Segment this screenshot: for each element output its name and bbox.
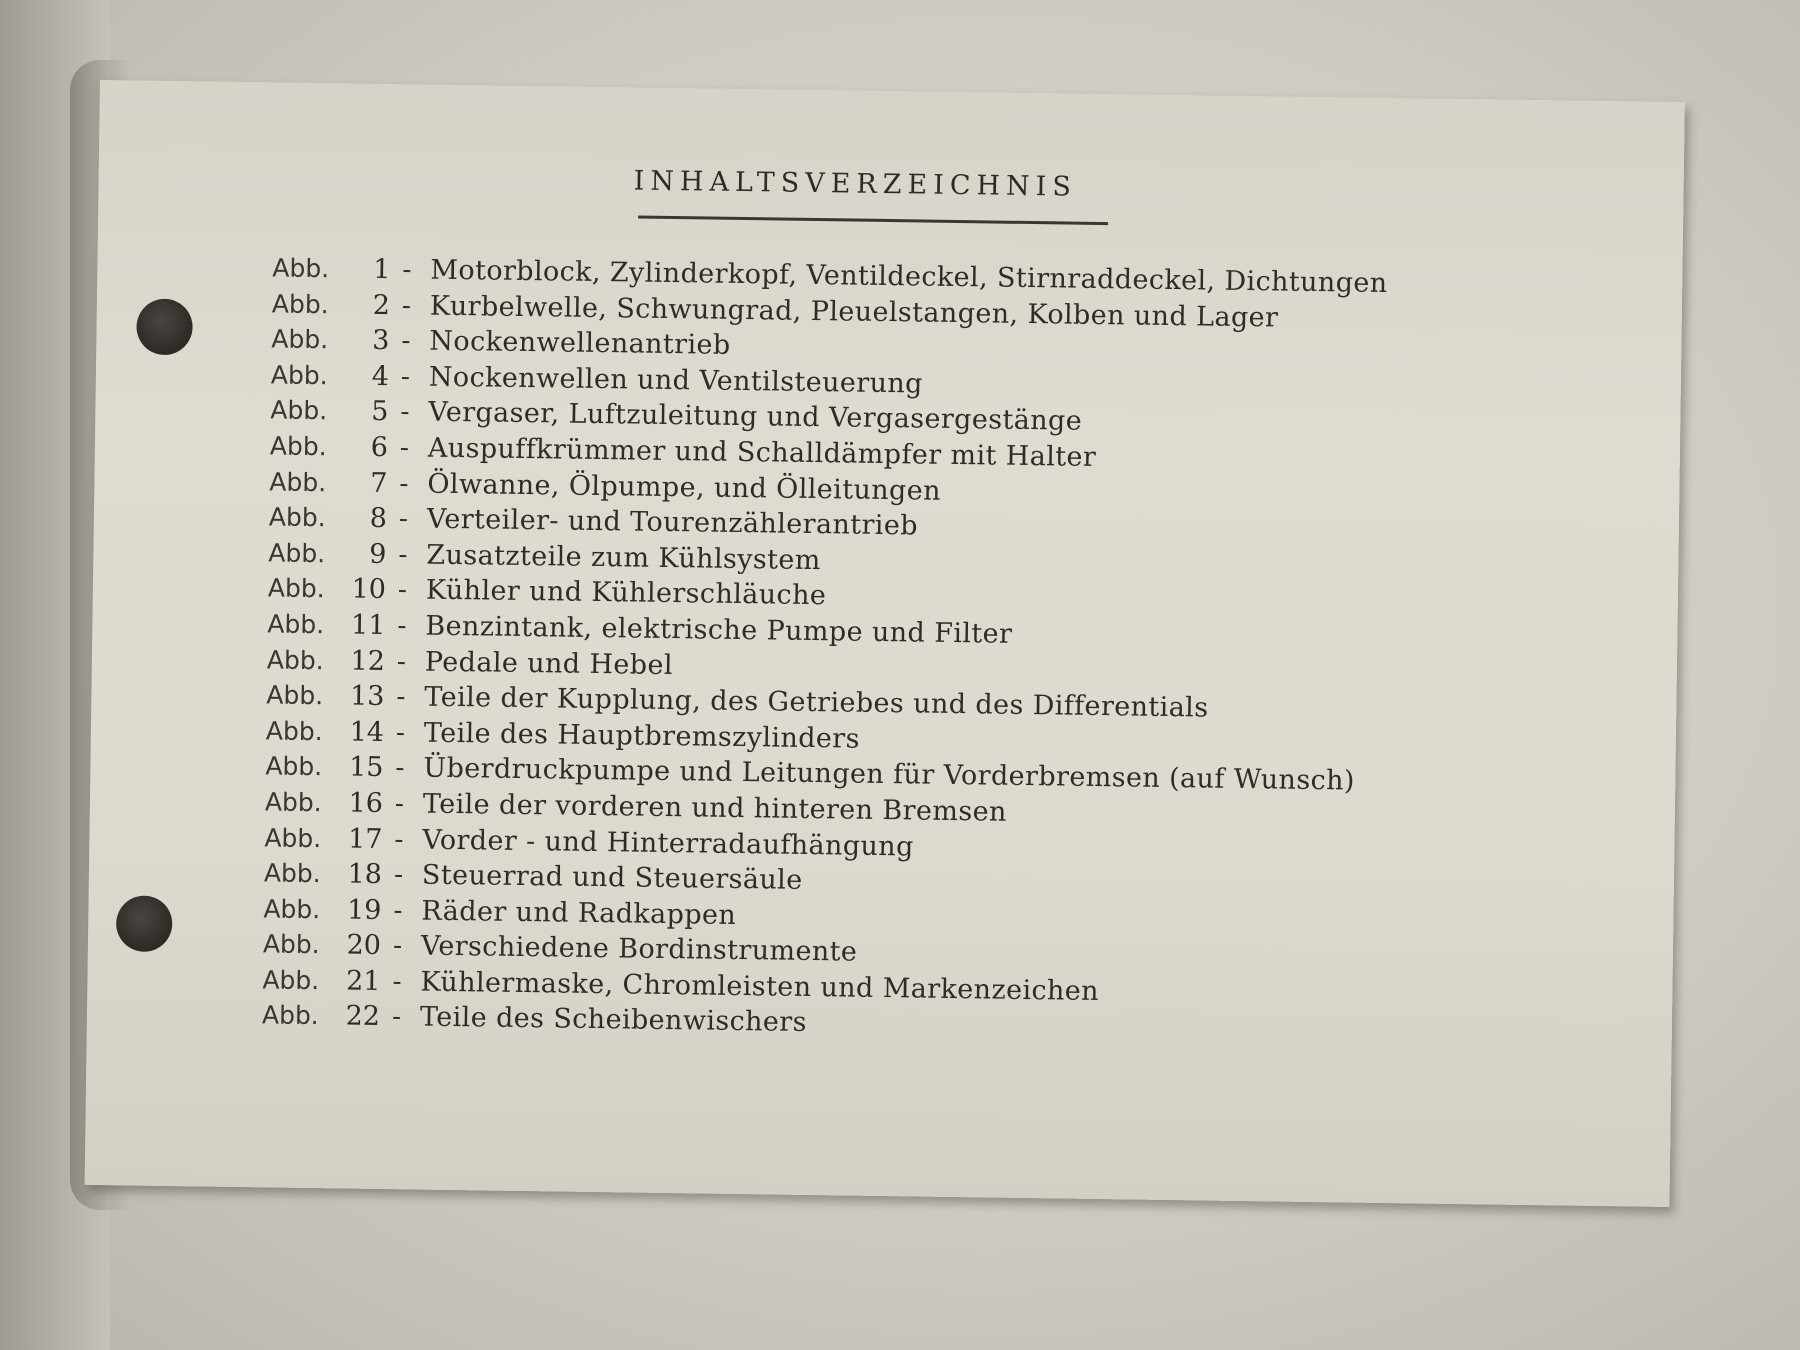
- entry-separator: -: [394, 788, 405, 820]
- entry-separator: -: [391, 1001, 402, 1033]
- entry-title: Teile der Kupplung, des Getriebes und des Differentials: [424, 681, 1209, 724]
- entry-title: Pedale und Hebel: [424, 646, 674, 681]
- entry-separator: -: [395, 752, 405, 784]
- figure-prefix: Abb.: [271, 289, 329, 319]
- figure-number: 4: [371, 360, 390, 392]
- figure-number: 2: [372, 289, 391, 321]
- figure-prefix: Abb.: [267, 609, 325, 640]
- figure-prefix: Abb.: [269, 431, 327, 462]
- punch-hole-icon: [116, 895, 173, 952]
- entry-separator: -: [392, 930, 403, 962]
- figure-number: 8: [369, 502, 388, 535]
- figure-prefix: Abb.: [264, 822, 322, 853]
- figure-prefix: Abb.: [268, 502, 326, 533]
- figure-number: 20: [346, 929, 382, 962]
- figure-prefix: Abb.: [270, 360, 328, 390]
- figure-number: 18: [347, 858, 383, 891]
- entry-separator: -: [396, 645, 407, 677]
- entry-title: Teile des Hauptbremszylinders: [423, 717, 861, 755]
- figure-prefix: Abb.: [265, 751, 323, 782]
- figure-number: 22: [345, 1000, 381, 1033]
- entry-separator: -: [399, 467, 409, 499]
- figure-prefix: Abb.: [265, 716, 323, 746]
- figure-number: 15: [348, 751, 384, 784]
- figure-prefix: Abb.: [261, 1000, 319, 1031]
- figure-prefix: Abb.: [270, 395, 328, 426]
- figure-number: 9: [369, 538, 387, 570]
- entry-title: Kühlermaske, Chromleisten und Markenzeichen: [420, 966, 1100, 1007]
- entry-separator: -: [401, 289, 412, 321]
- figure-number: 6: [370, 431, 389, 464]
- entry-title: Nockenwellen und Ventilsteuerung: [428, 361, 924, 400]
- entry-separator: -: [394, 823, 404, 855]
- figure-prefix: Abb.: [266, 680, 324, 711]
- figure-prefix: Abb.: [268, 538, 326, 568]
- entry-title: Benzintank, elektrische Pumpe und Filter: [425, 610, 1013, 650]
- entry-separator: -: [401, 325, 411, 357]
- document-page: [85, 80, 1685, 1207]
- entry-title: Verteiler- und Tourenzählerantrieb: [426, 503, 919, 542]
- entry-separator: -: [400, 396, 410, 428]
- entry-title: Überdruckpumpe und Leitungen für Vorderbremsen (auf Wunsch): [423, 752, 1356, 797]
- figure-number: 3: [371, 325, 390, 357]
- figure-prefix: Abb.: [262, 965, 320, 996]
- figure-number: 17: [347, 823, 383, 855]
- figure-number: 5: [370, 396, 389, 428]
- entry-title: Verschiedene Bordinstrumente: [420, 930, 858, 968]
- figure-number: 10: [351, 573, 387, 606]
- entry-separator: -: [400, 361, 411, 393]
- figure-number: 12: [350, 645, 386, 677]
- entry-title: Teile der vorderen und hinteren Bremsen: [422, 788, 1007, 828]
- figure-number: 19: [346, 894, 382, 926]
- entry-title: Vergaser, Luftzuleitung und Vergasergestänge: [428, 396, 1083, 438]
- title-underline: [638, 216, 1108, 226]
- entry-title: Vorder - und Hinterradaufhängung: [422, 824, 914, 862]
- entry-separator: -: [395, 716, 406, 749]
- figure-number: 14: [349, 716, 385, 748]
- entry-separator: -: [397, 610, 407, 642]
- figure-number: 7: [369, 467, 388, 499]
- entry-title: Ölwanne, Ölpumpe, und Ölleitungen: [427, 468, 942, 507]
- entry-title: Kurbelwelle, Schwungrad, Pleuelstangen, Kolben und Lager: [429, 290, 1279, 334]
- figure-number: 16: [348, 787, 384, 819]
- entry-title: Auspuffkrümmer und Schalldämpfer mit Halter: [427, 432, 1097, 473]
- entry-separator: -: [392, 966, 402, 998]
- entry-title: Nockenwellenantrieb: [429, 325, 731, 362]
- table-of-contents: [262, 252, 1388, 1051]
- figure-number: 13: [349, 680, 385, 713]
- entry-title: Räder und Radkappen: [421, 895, 737, 931]
- entry-separator: -: [402, 254, 412, 286]
- entry-separator: -: [393, 859, 404, 891]
- figure-number: 21: [345, 965, 381, 997]
- figure-prefix: Abb.: [269, 466, 327, 497]
- figure-prefix: Abb.: [263, 858, 321, 889]
- entry-separator: -: [398, 503, 409, 535]
- entry-title: Kühler und Kühlerschläuche: [425, 574, 827, 612]
- entry-separator: -: [393, 894, 403, 926]
- entry-title: Zusatzteile zum Kühlsystem: [426, 539, 822, 576]
- entry-separator: -: [398, 538, 408, 571]
- figure-prefix: Abb.: [266, 644, 324, 675]
- figure-prefix: Abb.: [263, 894, 321, 924]
- entry-separator: -: [399, 432, 410, 464]
- figure-prefix: Abb.: [262, 929, 320, 960]
- figure-prefix: Abb.: [267, 573, 325, 604]
- figure-number: 11: [350, 609, 386, 641]
- figure-prefix: Abb.: [272, 253, 330, 284]
- entry-title: Teile des Scheibenwischers: [419, 1002, 808, 1039]
- entry-separator: -: [397, 574, 408, 606]
- punch-hole-icon: [136, 299, 193, 356]
- figure-number: 1: [372, 253, 391, 286]
- figure-prefix: Abb.: [271, 324, 329, 355]
- entry-separator: -: [396, 681, 406, 713]
- entry-title: Steuerrad und Steuersäule: [421, 859, 803, 896]
- entry-title: Motorblock, Zylinderkopf, Ventildeckel, Stirnraddeckel, Dichtungen: [430, 254, 1388, 299]
- figure-prefix: Abb.: [264, 787, 322, 818]
- page-title: INHALTSVERZEICHNIS: [633, 165, 1078, 203]
